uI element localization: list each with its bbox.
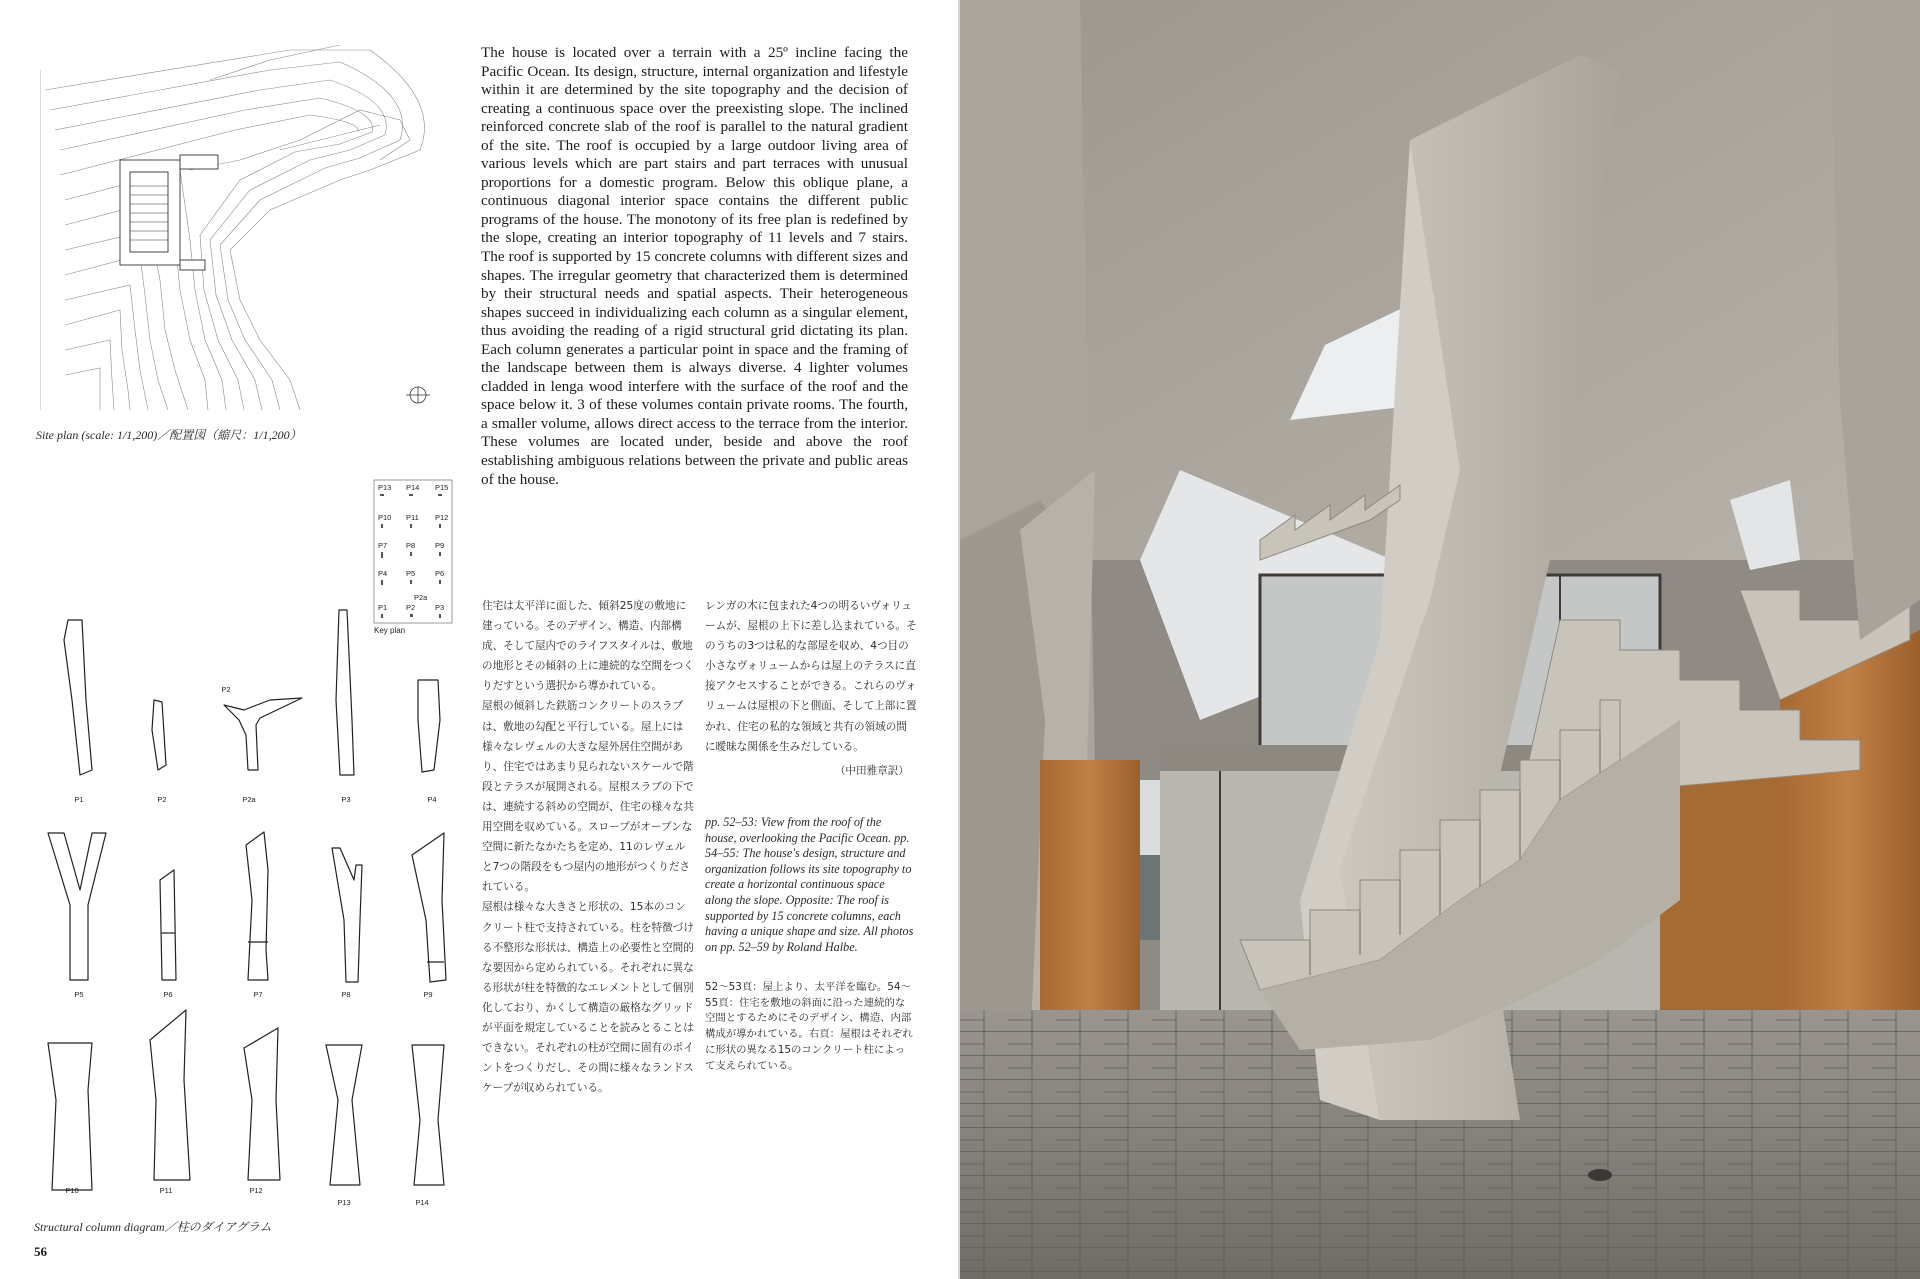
column-label-p8: P8	[341, 990, 351, 999]
column-p13	[326, 1045, 362, 1185]
key-plan-label-p12: P12	[435, 513, 449, 522]
key-plan-label-p2: P2	[406, 603, 416, 612]
column-label-p2-top: P2	[221, 685, 231, 694]
key-plan-label-p7: P7	[378, 541, 388, 550]
key-plan-label-p11: P11	[406, 513, 419, 522]
column-p3	[336, 610, 354, 775]
key-plan-label-p13: P13	[378, 483, 392, 492]
column-p2a	[224, 698, 302, 770]
column-label-p6: P6	[163, 990, 173, 999]
key-plan-label-p10: P10	[378, 513, 392, 522]
jp-paragraph: 屋根の傾斜した鉄筋コンクリートのスラブは、敷地の勾配と平行している。屋上には様々なレヴェルの大きな屋外居住空間があり、住宅ではあまり見られないスケールで階段とテラスが展開される。屋根スラブの下では、連続する斜めの空間が、住宅の様々な共用空間を収めている。スロープがオープンな空間に新たなかたちを定め、11のレヴェルと7つの階段をもつ屋内の地形がつくりだされている。	[482, 700, 694, 894]
column-label-p2: P2	[157, 795, 167, 804]
column-p5	[48, 833, 106, 980]
column-label-p7: P7	[253, 990, 263, 999]
column-label-p2a: P2a	[242, 795, 256, 804]
column-p14	[412, 1045, 444, 1185]
left-page	[0, 0, 958, 1279]
column-p11	[150, 1010, 190, 1180]
key-plan-label-p9: P9	[435, 541, 445, 550]
column-label-p1: P1	[74, 795, 84, 804]
key-plan-label-p1: P1	[378, 603, 388, 612]
column-p6	[160, 870, 176, 980]
body-text-jp-col1	[482, 596, 694, 1098]
column-p9	[412, 833, 446, 982]
body-text-jp-col2	[705, 596, 917, 781]
column-label-p3: P3	[341, 795, 351, 804]
page-number: 56	[34, 1244, 47, 1259]
column-p2	[152, 700, 166, 770]
column-label-p11: P11	[159, 1186, 173, 1195]
column-label-p10: P10	[65, 1186, 79, 1195]
key-plan-label-p3: P3	[435, 603, 445, 612]
key-plan-label-p14: P14	[406, 483, 420, 492]
key-plan-label-p6: P6	[435, 569, 445, 578]
column-p4	[418, 680, 440, 772]
photo-caption-jp: 52～53頁：屋上より、太平洋を臨む。54～55頁：住宅を敷地の斜面に沿った連続的な空間とするためにそのデザイン、構造、内部構成が導かれている。右頁：屋根はそれぞれに形状の異なる15のコンクリート柱によって支えられている。	[705, 981, 913, 1072]
key-plan-label-p8: P8	[406, 541, 416, 550]
jp-paragraph: レンガの木に包まれた4つの明るいヴォリュームが、屋根の上下に差し込まれている。そのうちの3つは私的な部屋を収め、4つ目の小さなヴォリュームからは屋上のテラスに直接アクセスすることができる。これらのヴォリュームは屋根の下と側面、そして上部に置かれ、住宅の私的な領域と共有の領域の間に曖昧な関係を生みだしている。	[705, 600, 917, 753]
column-label-p4: P4	[427, 795, 437, 804]
column-label-p9: P9	[423, 990, 433, 999]
column-label-p12: P12	[249, 1186, 263, 1195]
key-plan-label-p15: P15	[435, 483, 449, 492]
jp-paragraph: 屋根は様々な大きさと形状の、15本のコンクリート柱で支持されている。柱を特徴づける不整形な形状は、構造上の必要性と空間的な要因から定められている。それぞれに異なる形状が柱を特徴的なエレメントとして個別化しており、かくして構造の厳格なグリッドが平面を規定していることを読みとることはできない。それぞれの柱が空間に固有のポイントをつくりだし、その間に様々なランドスケープが収められている。	[482, 901, 694, 1095]
column-diagram	[34, 600, 464, 1220]
column-label-p14: P14	[415, 1198, 429, 1207]
key-plan-label-p5: P5	[406, 569, 416, 578]
site-plan-drawing	[40, 40, 440, 415]
site-plan-caption: Site plan (scale: 1/1,200)／配置図（縮尺：1/1,200）	[36, 428, 302, 442]
body-text-en: The house is located over a terrain with a 25º incline facing the Pacific Ocean. Its design, structure, internal organization and lifestyle within it are determined by the site topography and the decision of creating a continuous space over the preexisting slope. The inclined reinforced concrete slab of the roof is parallel to the natural gradient of the site. The roof is occupied by a large outdoor living area of various levels which are part stairs and part terraces with unusual proportions for a domestic program. Below this oblique plane, a continuous diagonal interior space contains the different public programs of the house. The monotony of its free plan is redefined by the slope, creating an interior topography of 11 levels and 7 stairs. The roof is supported by 15 concrete columns with different sizes and shapes. The irregular geometry that characterized them is determined by their structural needs and spatial aspects. Their heterogeneous shapes succeed in individualizing each column as a singular element, thus avoiding the reading of a rigid structural grid dictating its plan. Each column generates a particular point in space and the framing of the landscape between them is always diverse. 4 lighter volumes cladded in lenga wood interfere with the surface of the roof and the space below it. 3 of these volumes contain private rooms. The fourth, a smaller volume, allows direct access to the terrace from the interior. These volumes are located under, beside and above the roof establishing ambiguous relations between the private and public areas of the house.	[481, 44, 908, 488]
key-plan-caption: Key plan	[374, 626, 406, 635]
column-p12	[244, 1028, 280, 1180]
column-label-p5: P5	[74, 990, 84, 999]
key-plan-label-p2a: P2a	[414, 593, 428, 602]
key-plan-label-p4: P4	[378, 569, 388, 578]
jp-paragraph: 住宅は太平洋に面した、傾斜25度の敷地に建っている。そのデザイン、構造、内部構成、そして屋内でのライフスタイルは、敷地の地形とその傾斜の上に連続的な空間をつくりだすという選択から導かれている。	[482, 600, 694, 693]
column-diagram-caption: Structural column diagram／柱のダイアグラム	[34, 1220, 272, 1234]
column-p8	[332, 848, 362, 982]
translator-credit: （中田雅章訳）	[834, 764, 909, 777]
column-p7	[246, 832, 268, 980]
column-p10	[48, 1043, 92, 1190]
column-p1	[64, 620, 92, 775]
column-label-p13: P13	[337, 1198, 351, 1207]
floor-light	[1588, 1169, 1612, 1181]
interior-photo	[960, 0, 1920, 1279]
photo-caption-en: pp. 52–53: View from the roof of the house, overlooking the Pacific Ocean. pp. 54–55: The house's design, structure and organization follows its site topography to create a horizontal continuous space along the slope. Opposite: The roof is supported by 15 concrete columns, each having a unique shape and size. All photos on pp. 52–59 by Roland Halbe.	[705, 815, 914, 954]
